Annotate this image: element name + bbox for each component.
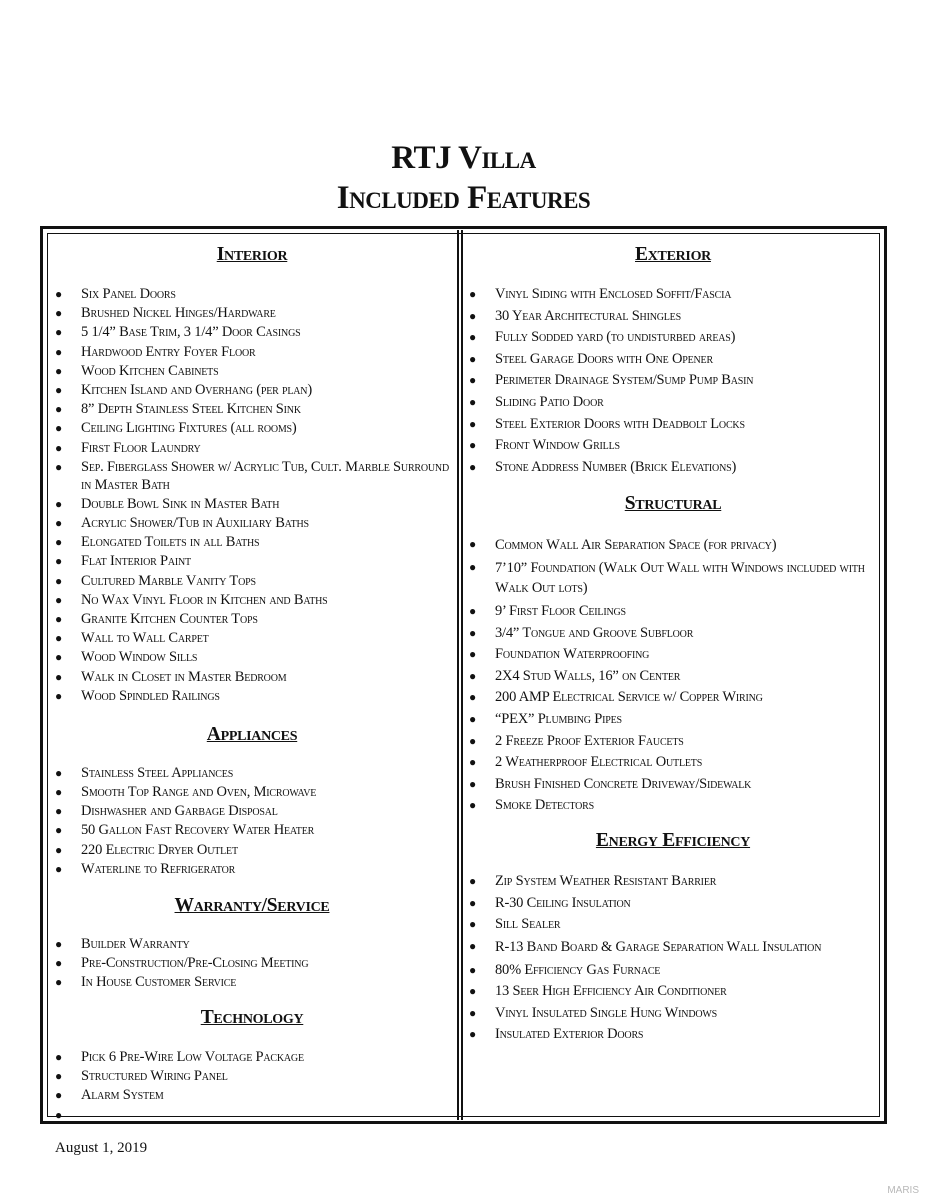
list-item-text: Pre-Construction/Pre-Closing Meeting bbox=[81, 954, 309, 971]
list-item-text: Hardwood Entry Foyer Floor bbox=[81, 343, 256, 360]
list-item-text: R-13 Band Board & Garage Separation Wall Insulation bbox=[495, 939, 822, 956]
list-item-text: Alarm System bbox=[81, 1087, 164, 1104]
list-item-text: Front Window Grills bbox=[495, 437, 620, 454]
bullet-icon: ● bbox=[469, 711, 477, 726]
list-item bbox=[52, 572, 452, 590]
bullet-icon: ● bbox=[469, 625, 477, 640]
bullet-icon: ● bbox=[469, 416, 477, 431]
list-item-text: No Wax Vinyl Floor in Kitchen and Baths bbox=[81, 591, 328, 608]
list-item bbox=[466, 645, 880, 663]
bullet-icon: ● bbox=[55, 382, 63, 397]
bullet-icon: ● bbox=[469, 330, 477, 345]
watermark-text: MARIS bbox=[887, 1185, 919, 1196]
list-item-text: Smooth Top Range and Oven, Microwave bbox=[81, 783, 317, 800]
list-item-text: Vinyl Insulated Single Hung Windows bbox=[495, 1004, 717, 1021]
bullet-icon: ● bbox=[469, 394, 477, 409]
bullet-icon: ● bbox=[55, 402, 63, 417]
bullet-icon: ● bbox=[55, 306, 63, 321]
list-item-text: 80% Efficiency Gas Furnace bbox=[495, 961, 661, 978]
energy-heading: Energy Efficiency bbox=[595, 830, 751, 852]
list-item-text: Kitchen Island and Overhang (per plan) bbox=[81, 381, 312, 398]
list-item bbox=[52, 419, 452, 437]
bullet-icon: ● bbox=[55, 631, 63, 646]
bullet-icon: ● bbox=[469, 668, 477, 683]
bullet-icon: ● bbox=[55, 669, 63, 684]
list-item-text: 30 Year Architectural Shingles bbox=[495, 307, 681, 324]
bullet-icon: ● bbox=[469, 984, 477, 999]
list-item bbox=[52, 439, 452, 457]
list-item-text: Perimeter Drainage System/Sump Pump Basin bbox=[495, 372, 754, 389]
bullet-icon: ● bbox=[469, 917, 477, 932]
list-item-text: Brush Finished Concrete Driveway/Sidewalk bbox=[495, 775, 752, 792]
list-item bbox=[466, 393, 880, 411]
list-item-text: 3/4” Tongue and Groove Subfloor bbox=[495, 624, 694, 641]
list-item bbox=[52, 514, 452, 532]
list-item-text: Brushed Nickel Hinges/Hardware bbox=[81, 305, 276, 322]
bullet-icon: ● bbox=[55, 612, 63, 626]
technology-list bbox=[52, 1048, 452, 1122]
list-item bbox=[466, 558, 880, 598]
bullet-icon: ● bbox=[55, 440, 63, 455]
list-item bbox=[52, 860, 452, 878]
bullet-icon: ● bbox=[55, 1050, 63, 1065]
list-item bbox=[52, 802, 452, 820]
list-item-text: First Floor Laundry bbox=[81, 439, 201, 456]
list-item bbox=[52, 343, 452, 361]
structural-list bbox=[466, 535, 880, 815]
list-item bbox=[52, 1067, 452, 1085]
list-item bbox=[466, 285, 880, 303]
list-item-text: 9’ First Floor Ceilings bbox=[495, 602, 626, 619]
list-item-text: Vinyl Siding with Enclosed Soffit/Fascia bbox=[495, 286, 732, 302]
list-item-text: Walk in Closet in Master Bedroom bbox=[81, 668, 287, 685]
list-item-text: Sep. Fiberglass Shower w/ Acrylic Tub, Cult. Marble Surround in Master Bath bbox=[81, 458, 449, 493]
list-item bbox=[466, 775, 880, 793]
bullet-icon: ● bbox=[469, 536, 477, 551]
list-item bbox=[466, 307, 880, 325]
list-item-text: Insulated Exterior Doors bbox=[495, 1026, 644, 1043]
energy-list bbox=[466, 872, 880, 1043]
bullet-icon: ● bbox=[55, 784, 63, 799]
list-item bbox=[466, 937, 880, 957]
list-item bbox=[466, 915, 880, 933]
interior-list bbox=[52, 285, 452, 705]
list-item bbox=[52, 668, 452, 686]
list-item bbox=[466, 328, 880, 346]
document-title-line2: Included Features bbox=[336, 180, 591, 216]
list-item bbox=[52, 629, 452, 647]
bullet-icon: ● bbox=[55, 1107, 63, 1122]
list-item bbox=[52, 1086, 452, 1104]
bullet-icon: ● bbox=[55, 496, 63, 511]
list-item-text: Structured Wiring Panel bbox=[81, 1068, 228, 1085]
list-item bbox=[466, 458, 880, 476]
bullet-icon: ● bbox=[469, 1005, 477, 1020]
list-item-text: 2 Weatherproof Electrical Outlets bbox=[495, 754, 703, 771]
bullet-icon: ● bbox=[55, 1069, 63, 1084]
list-item-text: 5 1/4” Base Trim, 3 1/4” Door Casings bbox=[81, 324, 301, 341]
bullet-icon: ● bbox=[469, 895, 477, 910]
bullet-icon: ● bbox=[469, 560, 477, 575]
list-item-text: Steel Exterior Doors with Deadbolt Locks bbox=[495, 415, 745, 432]
bullet-icon: ● bbox=[469, 438, 477, 453]
bullet-icon: ● bbox=[469, 373, 477, 388]
bullet-icon: ● bbox=[469, 798, 477, 813]
list-item-text: Steel Garage Doors with One Opener bbox=[495, 350, 713, 367]
list-item-text: Sill Sealer bbox=[495, 916, 561, 933]
list-item bbox=[52, 954, 452, 972]
list-item bbox=[52, 610, 452, 628]
list-item bbox=[52, 400, 452, 418]
interior-heading: Interior bbox=[216, 244, 288, 265]
exterior-heading: Exterior bbox=[635, 244, 711, 265]
list-item-text: Six Panel Doors bbox=[81, 286, 176, 302]
list-item-text: Foundation Waterproofing bbox=[495, 646, 650, 663]
list-item-text: Flat Interior Paint bbox=[81, 553, 191, 570]
right-column bbox=[466, 236, 880, 1047]
list-item bbox=[466, 961, 880, 979]
list-item bbox=[466, 796, 880, 814]
warranty-heading: Warranty/Service bbox=[174, 894, 330, 916]
bullet-icon: ● bbox=[469, 733, 477, 748]
exterior-list bbox=[466, 285, 880, 476]
list-item-text: Pick 6 Pre-Wire Low Voltage Package bbox=[81, 1049, 304, 1066]
bullet-icon: ● bbox=[55, 592, 63, 607]
list-item-text: 2X4 Stud Walls, 16” on Center bbox=[495, 667, 681, 684]
list-item-text: 8” Depth Stainless Steel Kitchen Sink bbox=[81, 401, 301, 418]
list-item bbox=[466, 415, 880, 433]
list-item-text: Granite Kitchen Counter Tops bbox=[81, 611, 258, 627]
list-item-text: Zip System Weather Resistant Barrier bbox=[495, 873, 717, 890]
bullet-icon: ● bbox=[469, 874, 477, 889]
structural-heading: Structural bbox=[624, 492, 722, 514]
list-item bbox=[52, 973, 452, 991]
list-item-text: 2 Freeze Proof Exterior Faucets bbox=[495, 732, 684, 749]
list-item-text: 50 Gallon Fast Recovery Water Heater bbox=[81, 822, 315, 839]
list-item bbox=[466, 350, 880, 368]
bullet-icon: ● bbox=[469, 603, 477, 618]
appliances-list bbox=[52, 764, 452, 878]
bullet-icon: ● bbox=[469, 287, 477, 301]
list-item-text: Waterline to Refrigerator bbox=[81, 860, 236, 877]
list-item bbox=[52, 764, 452, 782]
list-item bbox=[466, 982, 880, 1000]
list-item bbox=[466, 1025, 880, 1043]
bullet-icon: ● bbox=[55, 765, 63, 780]
list-item-text: 7’10” Foundation (Walk Out Wall with Windows included with Walk Out lots) bbox=[495, 560, 865, 597]
list-item bbox=[52, 323, 452, 341]
bullet-icon: ● bbox=[55, 688, 63, 703]
list-item-text: 200 AMP Electrical Service w/ Copper Wiring bbox=[495, 689, 763, 706]
document-date: August 1, 2019 bbox=[55, 1140, 148, 1156]
list-item bbox=[52, 935, 452, 953]
list-item bbox=[52, 821, 452, 839]
list-item-text: Builder Warranty bbox=[81, 935, 190, 952]
interior-section bbox=[52, 240, 452, 705]
bullet-icon: ● bbox=[469, 939, 477, 954]
list-item-text: Stainless Steel Appliances bbox=[81, 764, 234, 781]
appliances-section bbox=[52, 720, 452, 878]
list-item bbox=[466, 688, 880, 706]
bullet-icon: ● bbox=[55, 421, 63, 436]
bullet-icon: ● bbox=[469, 647, 477, 662]
bullet-icon: ● bbox=[55, 459, 63, 474]
list-item-text: In House Customer Service bbox=[81, 974, 237, 991]
list-item bbox=[52, 648, 452, 666]
list-item bbox=[52, 533, 452, 551]
bullet-icon: ● bbox=[55, 344, 63, 359]
list-item bbox=[466, 1004, 880, 1022]
list-item-text: Ceiling Lighting Fixtures (all rooms) bbox=[81, 420, 297, 437]
list-item bbox=[466, 894, 880, 912]
list-item bbox=[466, 753, 880, 771]
bullet-icon: ● bbox=[55, 325, 63, 340]
bullet-icon: ● bbox=[55, 287, 63, 301]
energy-section bbox=[466, 826, 880, 1043]
list-item bbox=[52, 783, 452, 801]
list-item-text: Cultured Marble Vanity Tops bbox=[81, 572, 256, 589]
list-item-text: 13 Seer High Efficiency Air Conditioner bbox=[495, 983, 727, 1000]
list-item bbox=[466, 436, 880, 454]
list-item bbox=[52, 381, 452, 399]
bullet-icon: ● bbox=[469, 962, 477, 977]
list-item bbox=[466, 667, 880, 685]
bullet-icon: ● bbox=[55, 573, 63, 588]
bullet-icon: ● bbox=[55, 975, 63, 990]
list-item-text: Elongated Toilets in all Baths bbox=[81, 534, 260, 551]
left-column bbox=[52, 236, 452, 1122]
bullet-icon: ● bbox=[55, 650, 63, 665]
list-item-text: Wood Kitchen Cabinets bbox=[81, 362, 219, 379]
bullet-icon: ● bbox=[55, 363, 63, 378]
list-item bbox=[466, 602, 880, 620]
bullet-icon: ● bbox=[55, 535, 63, 550]
list-item bbox=[52, 458, 452, 494]
list-item bbox=[52, 591, 452, 609]
list-item-text: Sliding Patio Door bbox=[495, 393, 604, 410]
bullet-icon: ● bbox=[55, 554, 63, 569]
bullet-icon: ● bbox=[55, 936, 63, 951]
list-item-text: Fully Sodded yard (to undisturbed areas) bbox=[495, 329, 736, 346]
list-item bbox=[466, 732, 880, 750]
bullet-icon: ● bbox=[55, 955, 63, 970]
list-item bbox=[466, 535, 880, 555]
list-item-text: “PEX” Plumbing Pipes bbox=[495, 710, 622, 727]
bullet-icon: ● bbox=[55, 1088, 63, 1103]
bullet-icon: ● bbox=[469, 1027, 477, 1042]
list-item bbox=[466, 872, 880, 890]
list-item-text: R-30 Ceiling Insulation bbox=[495, 894, 631, 911]
list-item bbox=[466, 371, 880, 389]
list-item bbox=[52, 841, 452, 859]
bullet-icon: ● bbox=[469, 755, 477, 770]
exterior-section bbox=[466, 240, 880, 476]
list-item-text: Double Bowl Sink in Master Bath bbox=[81, 495, 280, 512]
list-item bbox=[52, 1048, 452, 1066]
list-item-text: Wood Window Sills bbox=[81, 649, 198, 666]
list-item-text: Wall to Wall Carpet bbox=[81, 630, 209, 647]
bullet-icon: ● bbox=[55, 842, 63, 857]
list-item bbox=[52, 362, 452, 380]
bullet-icon: ● bbox=[55, 804, 63, 819]
list-item bbox=[52, 687, 452, 705]
list-item bbox=[52, 304, 452, 322]
list-item-text: Dishwasher and Garbage Disposal bbox=[81, 803, 278, 820]
bullet-icon: ● bbox=[469, 351, 477, 366]
list-item-text: Acrylic Shower/Tub in Auxiliary Baths bbox=[81, 515, 309, 532]
document-title-line1: RTJ Villa bbox=[391, 140, 536, 176]
list-item-text: Stone Address Number (Brick Elevations) bbox=[495, 458, 737, 475]
bullet-icon: ● bbox=[469, 459, 477, 474]
list-item bbox=[52, 495, 452, 513]
list-item-text: Wood Spindled Railings bbox=[81, 687, 220, 704]
technology-section bbox=[52, 1003, 452, 1122]
bullet-icon: ● bbox=[469, 308, 477, 323]
warranty-list bbox=[52, 935, 452, 991]
appliances-heading: Appliances bbox=[206, 723, 298, 745]
list-item bbox=[466, 710, 880, 728]
list-item bbox=[466, 624, 880, 642]
list-item-text: Smoke Detectors bbox=[495, 797, 594, 814]
list-item bbox=[52, 552, 452, 570]
bullet-icon: ● bbox=[55, 823, 63, 838]
structural-section bbox=[466, 489, 880, 815]
column-divider bbox=[457, 230, 463, 1120]
list-item-text: 220 Electric Dryer Outlet bbox=[81, 841, 238, 858]
list-item bbox=[52, 285, 452, 303]
bullet-icon: ● bbox=[469, 690, 477, 705]
list-item-text: Common Wall Air Separation Space (for privacy) bbox=[495, 536, 777, 553]
bullet-icon: ● bbox=[55, 516, 63, 531]
bullet-icon: ● bbox=[55, 861, 63, 876]
warranty-section bbox=[52, 891, 452, 991]
bullet-icon: ● bbox=[469, 776, 477, 791]
technology-heading: Technology bbox=[200, 1007, 304, 1029]
